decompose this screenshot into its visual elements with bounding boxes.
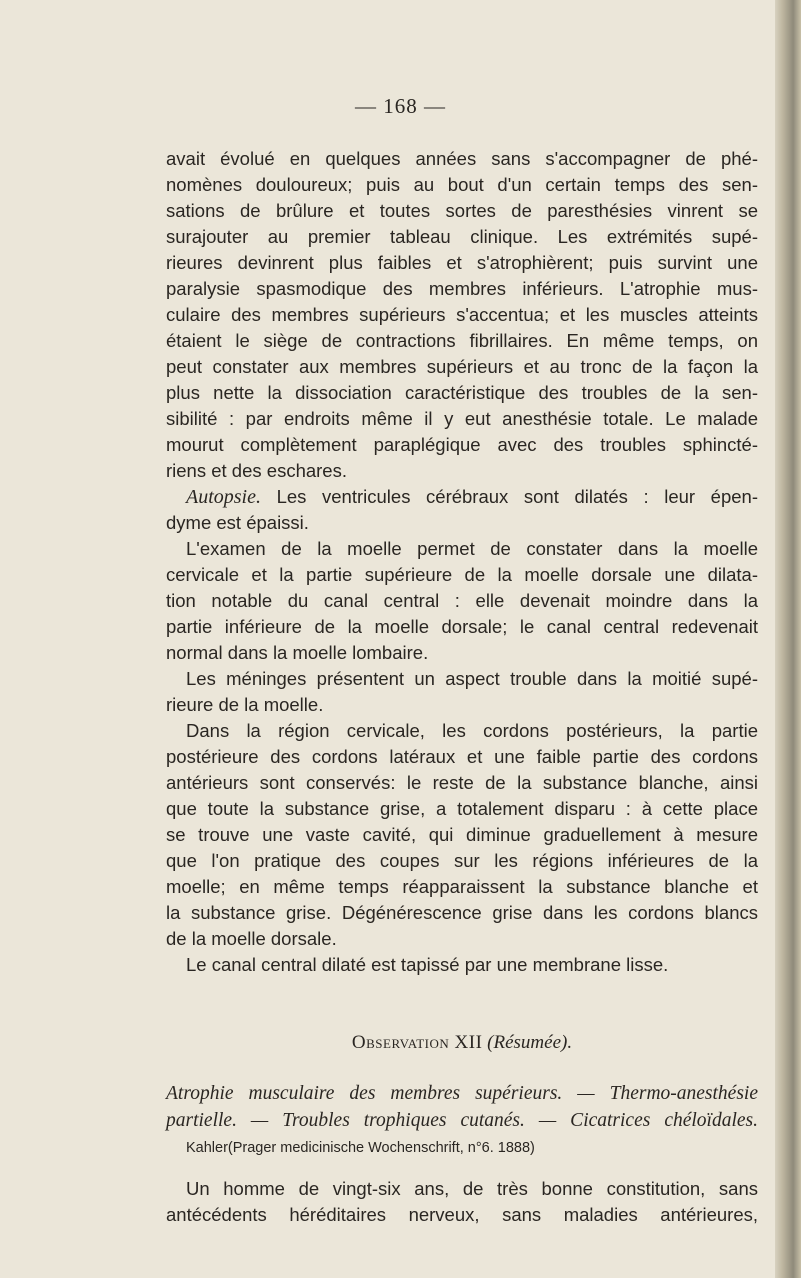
spacer [166, 1058, 758, 1080]
text-line: dyme est épaissi. [166, 512, 309, 533]
text-line: antérieurs sont conservés: le reste de la substance blanche, ainsi [166, 772, 758, 793]
text-line: que l'on pratique des coupes sur les régions inférieures de la [166, 850, 758, 871]
text-line: nomènes douloureux; puis au bout d'un certain temps des sen- [166, 174, 758, 195]
text-line: se trouve une vaste cavité, qui diminue graduellement à mesure [166, 824, 758, 845]
text-line: postérieure des cordons latéraux et une faible partie des cordons [166, 746, 758, 767]
text-line: antécédents héréditaires nerveux, sans maladies antérieures, [166, 1204, 758, 1225]
text-line: paralysie spasmodique des membres inférieurs. L'atrophie mus- [166, 278, 758, 299]
text-line: plus nette la dissociation caractéristique des troubles de la sen- [166, 382, 758, 403]
text-line: normal dans la moelle lombaire. [166, 642, 429, 663]
text-block [166, 146, 758, 1228]
text-line: mourut complètement paraplégique avec des troubles sphincté- [166, 434, 758, 455]
text-line: Le canal central dilaté est tapissé par une membrane lisse. [186, 954, 669, 975]
text-line [166, 484, 758, 510]
autopsie-paragraph [166, 484, 758, 536]
observation-title: Observation XII [351, 1032, 483, 1053]
text-line: tion notable du canal central : elle devenait moindre dans la [166, 590, 758, 611]
text-line: culaire des membres supérieurs s'accentua; et les muscles atteints [166, 304, 758, 325]
text-line: riens et des eschares. [166, 460, 347, 481]
text-line: que toute la substance grise, a totalement disparu : à cette place [166, 798, 758, 819]
paragraph-1 [166, 146, 758, 484]
text-line: Dans la région cervicale, les cordons postérieurs, la partie [186, 720, 758, 741]
observation-reference: Kahler(Prager medicinische Wochenschrift, n°6. 1888) [186, 1140, 535, 1156]
text-line: étaient le siège de contractions fibrillaires. En même temps, on [166, 330, 758, 351]
paragraph-6 [166, 1176, 758, 1228]
subtitle-line: partielle. — Troubles trophiques cutanés. — Cicatrices chéloïdales. [166, 1110, 758, 1131]
text-line: rieure de la moelle. [166, 694, 324, 715]
text-line: L'examen de la moelle permet de constater dans la moelle [186, 538, 758, 559]
text-line: sibilité : par endroits même il y eut anesthésie totale. Le malade [166, 408, 758, 429]
spacer [166, 1162, 758, 1176]
autopsie-label: Autopsie. [186, 486, 261, 508]
autopsie-text: Les ventricules cérébraux sont dilatés : leur épen- [276, 486, 758, 507]
text-line: rieures devinrent plus faibles et s'atrophièrent; puis survint une [166, 252, 758, 273]
text-line: de la moelle dorsale. [166, 928, 337, 949]
text-line: avait évolué en quelques années sans s'accompagner de phé- [166, 148, 758, 169]
paragraph-2 [166, 536, 758, 666]
text-line: surajouter au premier tableau clinique. Les extrémités supé- [166, 226, 758, 247]
observation-heading [166, 1028, 758, 1058]
observation-subtitle [166, 1080, 758, 1134]
text-line: Un homme de vingt-six ans, de très bonne constitution, sans [186, 1178, 758, 1199]
page-number [0, 94, 801, 119]
text-line: peut constater aux membres supérieurs et au tronc de la façon la [166, 356, 758, 377]
paragraph-5 [166, 952, 758, 978]
text-line: moelle; en même temps réapparaissent la substance blanche et [166, 876, 758, 897]
observation-resumee: (Résumée). [487, 1032, 573, 1053]
text-line: la substance grise. Dégénérescence grise dans les cordons blancs [166, 902, 758, 923]
spacer [166, 978, 758, 1028]
text-line: partie inférieure de la moelle dorsale; le canal central redevenait [166, 616, 758, 637]
paragraph-3 [166, 666, 758, 718]
page-number-text: — 168 — [355, 94, 446, 118]
subtitle-line: Atrophie musculaire des membres supérieurs. — Thermo-anesthésie [166, 1083, 758, 1104]
text-line: Les méninges présentent un aspect trouble dans la moitié supé- [186, 668, 758, 689]
text-line: cervicale et la partie supérieure de la moelle dorsale une dilata- [166, 564, 758, 585]
text-line: sations de brûlure et toutes sortes de paresthésies vinrent se [166, 200, 758, 221]
page-edge [775, 0, 801, 1278]
paragraph-4 [166, 718, 758, 952]
